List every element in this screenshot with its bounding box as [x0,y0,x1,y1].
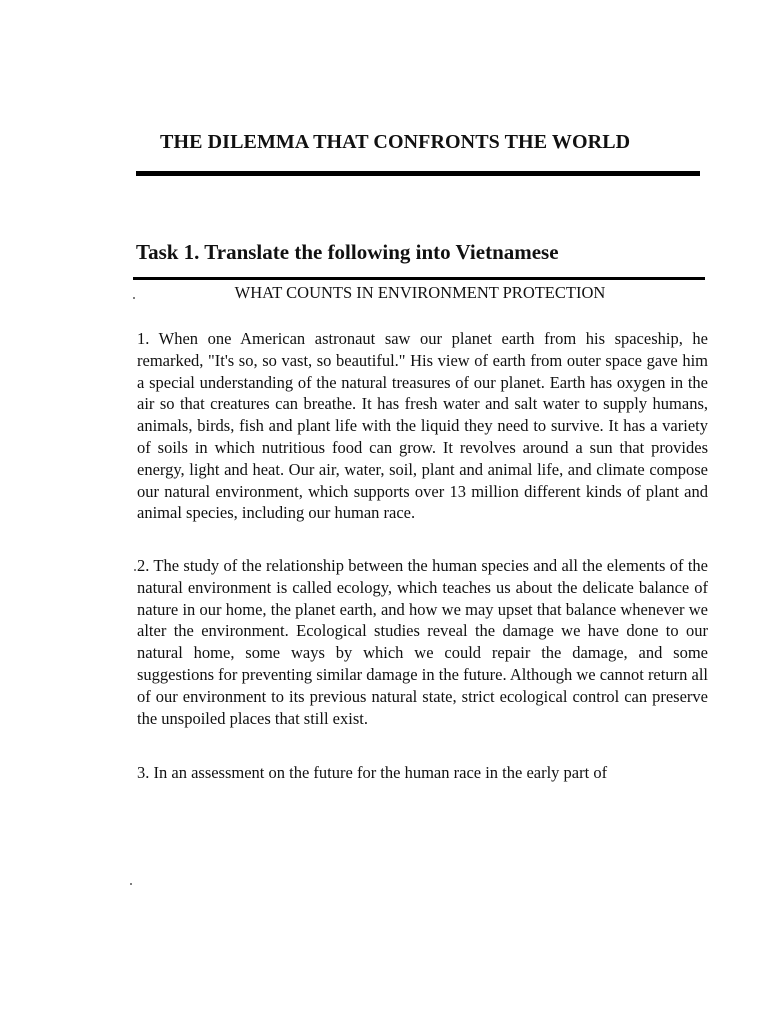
section-title: WHAT COUNTS IN ENVIRONMENT PROTECTION [234,283,606,302]
paragraph-1: 1. When one American astronaut saw our planet earth from his spaceship, he remarked, "It's so, so vast, so beautiful." His view of earth from outer space gave him a special understanding of the natural treasures of our planet. Earth has oxygen in the air so that creatures can breathe. It has fresh water and salt water to supply humans, animals, birds, fish and plant life with the liquid they need to survive. It has a variety of soils in which nutritious food can grow. It revolves around a sun that provides energy, light and heat. Our air, water, soil, plant and animal life, and climate compose our natural environment, which supports over 13 million different kinds of plant and animal species, including our human race. [137,329,708,523]
task-divider [133,277,705,280]
paragraph-2: 2. The study of the relationship between the human species and all the elements of the natural environment is called ecology, which teaches us about the delicate balance of nature in our home, the planet earth, and how we may upset that balance whenever we alter the environment. Ecological studies reveal the damage we have done to our natural home, some ways by which we could repair the damage, and some suggestions for preventing similar damage in the future. Although we cannot return all of our environment to its previous natural state, strict ecological control can preserve the unspoiled places that still exist. [137,556,708,728]
stray-mark [133,297,135,299]
paragraph-3: 3. In an assessment on the future for the human race in the early part of [137,763,608,782]
document-title: THE DILEMMA THAT CONFRONTS THE WORLD [160,131,631,153]
stray-mark [134,569,136,571]
title-divider [136,171,700,176]
task-heading: Task 1. Translate the following into Vietnamese [136,240,559,264]
stray-mark [130,883,132,885]
